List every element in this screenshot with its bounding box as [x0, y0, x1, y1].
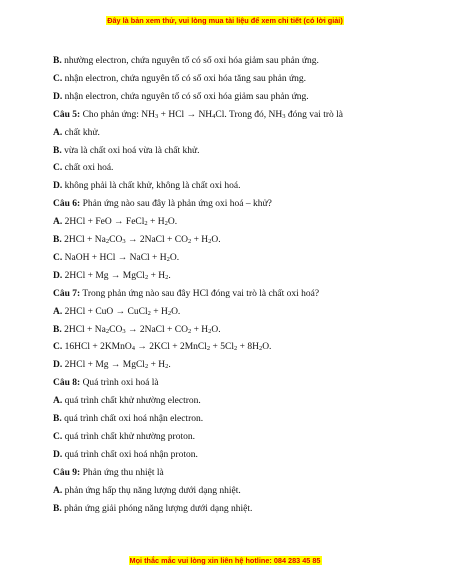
option-text: 2HCl + Mg → MgCl$_2$ + $H_2$. [62, 270, 171, 281]
question-text: Trong phản ứng nào sau đây HCl đóng vai trò là chất oxi hoá? [80, 288, 320, 299]
option-label: C. [53, 73, 63, 84]
option-text: nhường electron, chứa nguyên tố có số oxi hóa giảm sau phản ứng. [61, 56, 319, 66]
option-text: quá trình chất oxi hoá nhận proton. [62, 449, 198, 460]
answer-option [53, 324, 221, 336]
question-text: Cho phản ứng: $NH_3$ + HCl → $NH_4Cl$. Trong đó, $NH_3$ đóng vai trò là [80, 109, 343, 120]
option-text: $2HCl + Na_2CO_3$ → 2NaCl + $CO_2 + H_2O$. [61, 324, 221, 335]
option-label: B. [53, 145, 62, 156]
option-label: B. [53, 235, 62, 245]
answer-option [53, 341, 271, 353]
question-text: Quá trình oxi hoá là [80, 378, 159, 389]
hotline-banner-text: Mọi thắc mắc vui lòng xin liên hệ hotline: 084 283 45 85 [129, 556, 321, 565]
option-text: nhận electron, chứa nguyên tố có số oxi hóa giảm sau phản ứng. [62, 91, 309, 102]
option-label: A. [53, 396, 63, 407]
option-text: quá trình chất khử nhường proton. [62, 431, 195, 442]
option-label: C. [53, 431, 63, 442]
question-line [53, 109, 343, 121]
option-label: C. [53, 163, 63, 174]
option-text: nhận electron, chứa nguyên tố có số oxi hóa tăng sau phản ứng. [62, 73, 307, 84]
option-label: A. [53, 127, 63, 138]
option-text: NaOH + HCl → NaCl + $H_2O$. [62, 252, 180, 263]
answer-option [53, 359, 171, 371]
option-label: D. [53, 360, 63, 371]
answer-option [53, 55, 319, 67]
option-label: B. [53, 414, 62, 424]
answer-option [53, 162, 113, 174]
preview-banner-text: Đây là bản xem thử, vui lòng mua tài liệu để xem chi tiết (có lời giải) [107, 16, 343, 25]
question-number: Câu 8: [53, 378, 81, 389]
question-number: Câu 7: [53, 288, 81, 299]
option-text: không phải là chất khử, không là chất oxi hoá. [62, 181, 241, 192]
option-label: B. [53, 56, 62, 66]
option-label: D. [53, 181, 63, 192]
question-line [53, 377, 159, 389]
question-number: Câu 9: [53, 467, 81, 478]
question-number: Câu 5: [53, 109, 81, 120]
answer-option [53, 216, 177, 228]
answer-option [53, 306, 180, 318]
preview-banner [0, 16, 450, 25]
question-line [53, 467, 164, 479]
answer-option [53, 413, 203, 425]
option-label: B. [53, 324, 62, 335]
option-label: C. [53, 252, 63, 263]
option-text: quá trình chất khử nhường electron. [62, 396, 201, 407]
question-text: Phản ứng nào sau đây là phản ứng oxi hoá – khử? [80, 199, 272, 210]
question-text: Phản ứng thu nhiệt là [80, 467, 164, 478]
option-label: D. [53, 270, 63, 281]
question-line [53, 288, 319, 300]
answer-option [53, 270, 171, 282]
option-label: D. [53, 449, 63, 460]
hotline-banner [0, 556, 450, 565]
option-text: $2HCl + Na_2CO_3$ → 2NaCl + $CO_2 + H_2O$. [61, 235, 221, 245]
answer-option [53, 503, 252, 515]
answer-option [53, 395, 201, 407]
answer-option [53, 145, 200, 157]
answer-option [53, 485, 241, 497]
option-label: A. [53, 217, 63, 228]
option-text: chất khử. [62, 127, 100, 138]
answer-option [53, 91, 309, 103]
option-text: vừa là chất oxi hoá vừa là chất khử. [61, 145, 200, 156]
option-text: chất oxi hoá. [62, 163, 114, 174]
option-text: 2HCl + FeO → FeCl$_2$ + $H_2O$. [62, 217, 178, 228]
answer-option [53, 252, 179, 264]
option-label: A. [53, 485, 63, 496]
option-text: 2HCl + Mg → MgCl$_2$ + $H_2$. [62, 360, 171, 371]
answer-option [53, 449, 198, 461]
answer-option [53, 73, 306, 85]
option-label: A. [53, 306, 63, 317]
question-line [53, 198, 272, 210]
option-text: quá trình chất oxi hoá nhận electron. [61, 414, 204, 424]
answer-option [53, 180, 240, 192]
question-number: Câu 6: [53, 199, 81, 210]
option-label: B. [53, 503, 62, 514]
answer-option [53, 234, 221, 246]
option-text: phản ứng hấp thụ năng lượng dưới dạng nhiệt. [62, 485, 241, 496]
answer-option [53, 431, 195, 443]
option-text: phản ứng giải phóng năng lượng dưới dạng nhiệt. [61, 503, 253, 514]
option-text: 2HCl + CuO → CuCl$_2$ + $H_2O$. [62, 306, 181, 317]
option-label: D. [53, 91, 63, 102]
option-text: 16HCl + 2KMnO$_4$ → 2KCl + 2MnCl$_2$ + $5Cl_2 + 8H_2O$. [62, 342, 272, 353]
option-label: C. [53, 342, 63, 353]
answer-option [53, 127, 100, 139]
